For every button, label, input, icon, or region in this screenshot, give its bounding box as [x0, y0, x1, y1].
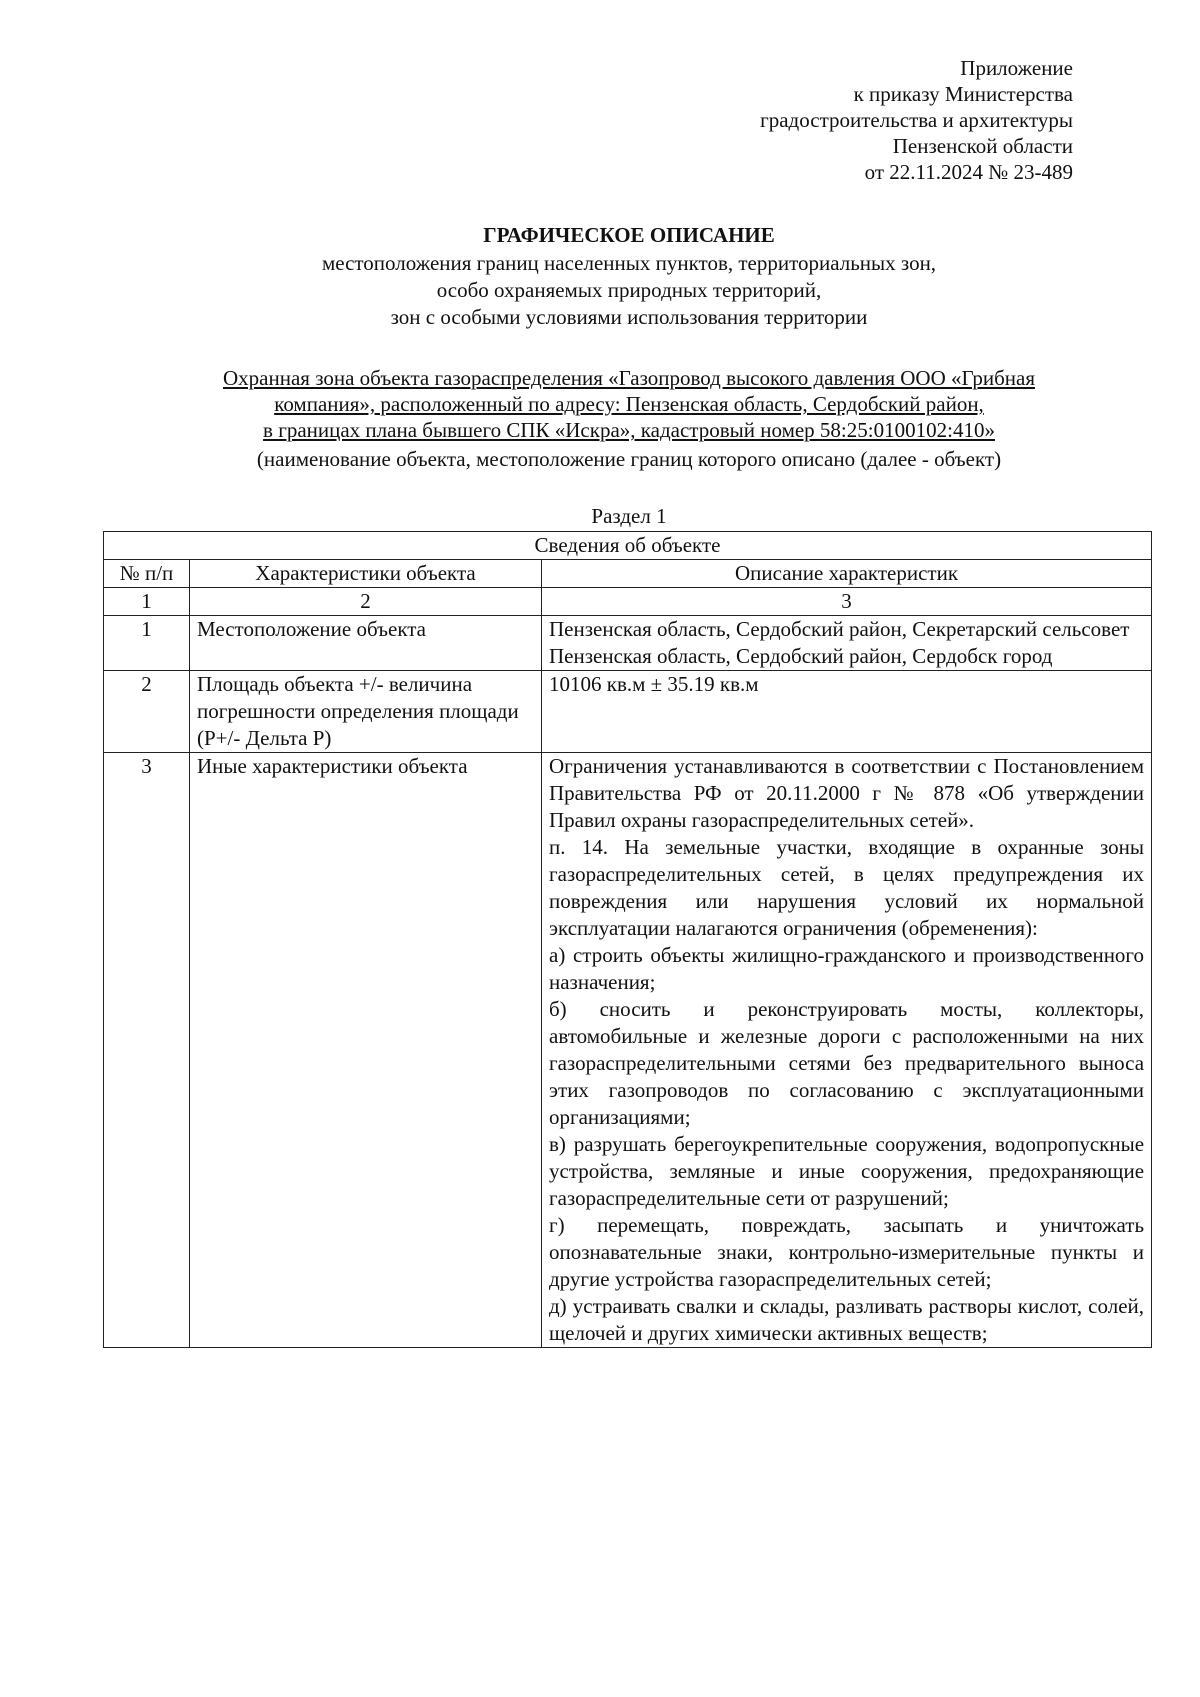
subtitle-line: особо охраняемых природных территорий, [436, 278, 822, 302]
object-name-line: в границах плана бывшего СПК «Искра», кадастровый номер 58:25:0100102:410» [263, 418, 995, 442]
object-name-line: Охранная зона объекта газораспределения «Газопровод высокого давления ООО «Грибная [223, 366, 1035, 390]
header-number-cell: 3 [542, 588, 1152, 616]
header-num: № п/п [104, 560, 190, 588]
header-number-cell: 2 [190, 588, 542, 616]
object-caption: (наименование объекта, местоположение границ которого описано (далее - объект) [256, 447, 1002, 471]
description-paragraph: г) перемещать, повреждать, засыпать и уничтожать опознавательные знаки, контрольно-измерительные пункты и другие устройства газораспределительных сетей; [549, 1213, 1145, 1291]
row-description [542, 753, 1152, 1348]
description-paragraph: 10106 кв.м ± 35.19 кв.м [549, 672, 759, 696]
document-title: ГРАФИЧЕСКОЕ ОПИСАНИЕ [483, 223, 775, 247]
description-paragraph: Пензенская область, Сердобский район, Секретарский сельсовет [549, 617, 1130, 641]
appendix-block [613, 55, 1073, 185]
appendix-line: от 22.11.2024 № 23-489 [864, 160, 1073, 184]
row-description [542, 671, 1152, 753]
appendix-line: Приложение [960, 56, 1073, 80]
row-characteristic: Площадь объекта +/- величина погрешности определения площади (P+/- Дельта P) [190, 671, 542, 753]
document-subtitle [0, 250, 1200, 331]
row-number: 1 [104, 616, 190, 671]
section-label: Раздел 1 [591, 504, 667, 528]
header-number-cell: 1 [104, 588, 190, 616]
object-name-line: компания», расположенный по адресу: Пензенская область, Сердобский район, [274, 392, 984, 416]
description-paragraph: д) устраивать свалки и склады, разливать растворы кислот, солей, щелочей и других химически активных веществ; [549, 1294, 1145, 1345]
table-row [104, 671, 1152, 753]
row-number: 3 [104, 753, 190, 1348]
subtitle-line: местоположения границ населенных пунктов, территориальных зон, [321, 251, 937, 275]
row-number: 2 [104, 671, 190, 753]
appendix-line: Пензенской области [892, 134, 1073, 158]
header-characteristic: Характеристики объекта [190, 560, 542, 588]
table-caption: Сведения об объекте [104, 532, 1152, 560]
subtitle-line: зон с особыми условиями использования территории [390, 305, 868, 329]
description-paragraph: в) разрушать берегоукрепительные сооружения, водопропускные устройства, земляные и иные сооружения, предохраняющие газораспределительные сети от разрушений; [549, 1132, 1145, 1210]
appendix-line: к приказу Министерства [853, 82, 1073, 106]
description-paragraph: а) строить объекты жилищно-гражданского и производственного назначения; [549, 943, 1145, 994]
row-characteristic: Иные характеристики объекта [190, 753, 542, 1348]
object-name [0, 365, 1200, 443]
description-paragraph: Ограничения устанавливаются в соответствии с Постановлением Правительства РФ от 20.11.2000 г № 878 «Об утверждении Правил охраны газораспределительных сетей». [549, 754, 1145, 832]
row-description [542, 616, 1152, 671]
header-description: Описание характеристик [542, 560, 1152, 588]
description-paragraph: Пензенская область, Сердобский район, Сердобск город [549, 644, 1053, 668]
table-row [104, 616, 1152, 671]
table-row [104, 753, 1152, 1348]
appendix-line: градостроительства и архитектуры [760, 108, 1073, 132]
object-info-table [103, 531, 1152, 1348]
row-characteristic: Местоположение объекта [190, 616, 542, 671]
description-paragraph: п. 14. На земельные участки, входящие в охранные зоны газораспределительных сетей, в целях предупреждения их повреждения или нарушения условий их нормальной эксплуатации налагаются ограничения (обременения): [549, 835, 1145, 940]
description-paragraph: б) сносить и реконструировать мосты, коллекторы, автомобильные и железные дороги с расположенными на них газораспределительными сетями без предварительного выноса этих газопроводов по согласованию с эксплуатационными организациями; [549, 997, 1145, 1129]
